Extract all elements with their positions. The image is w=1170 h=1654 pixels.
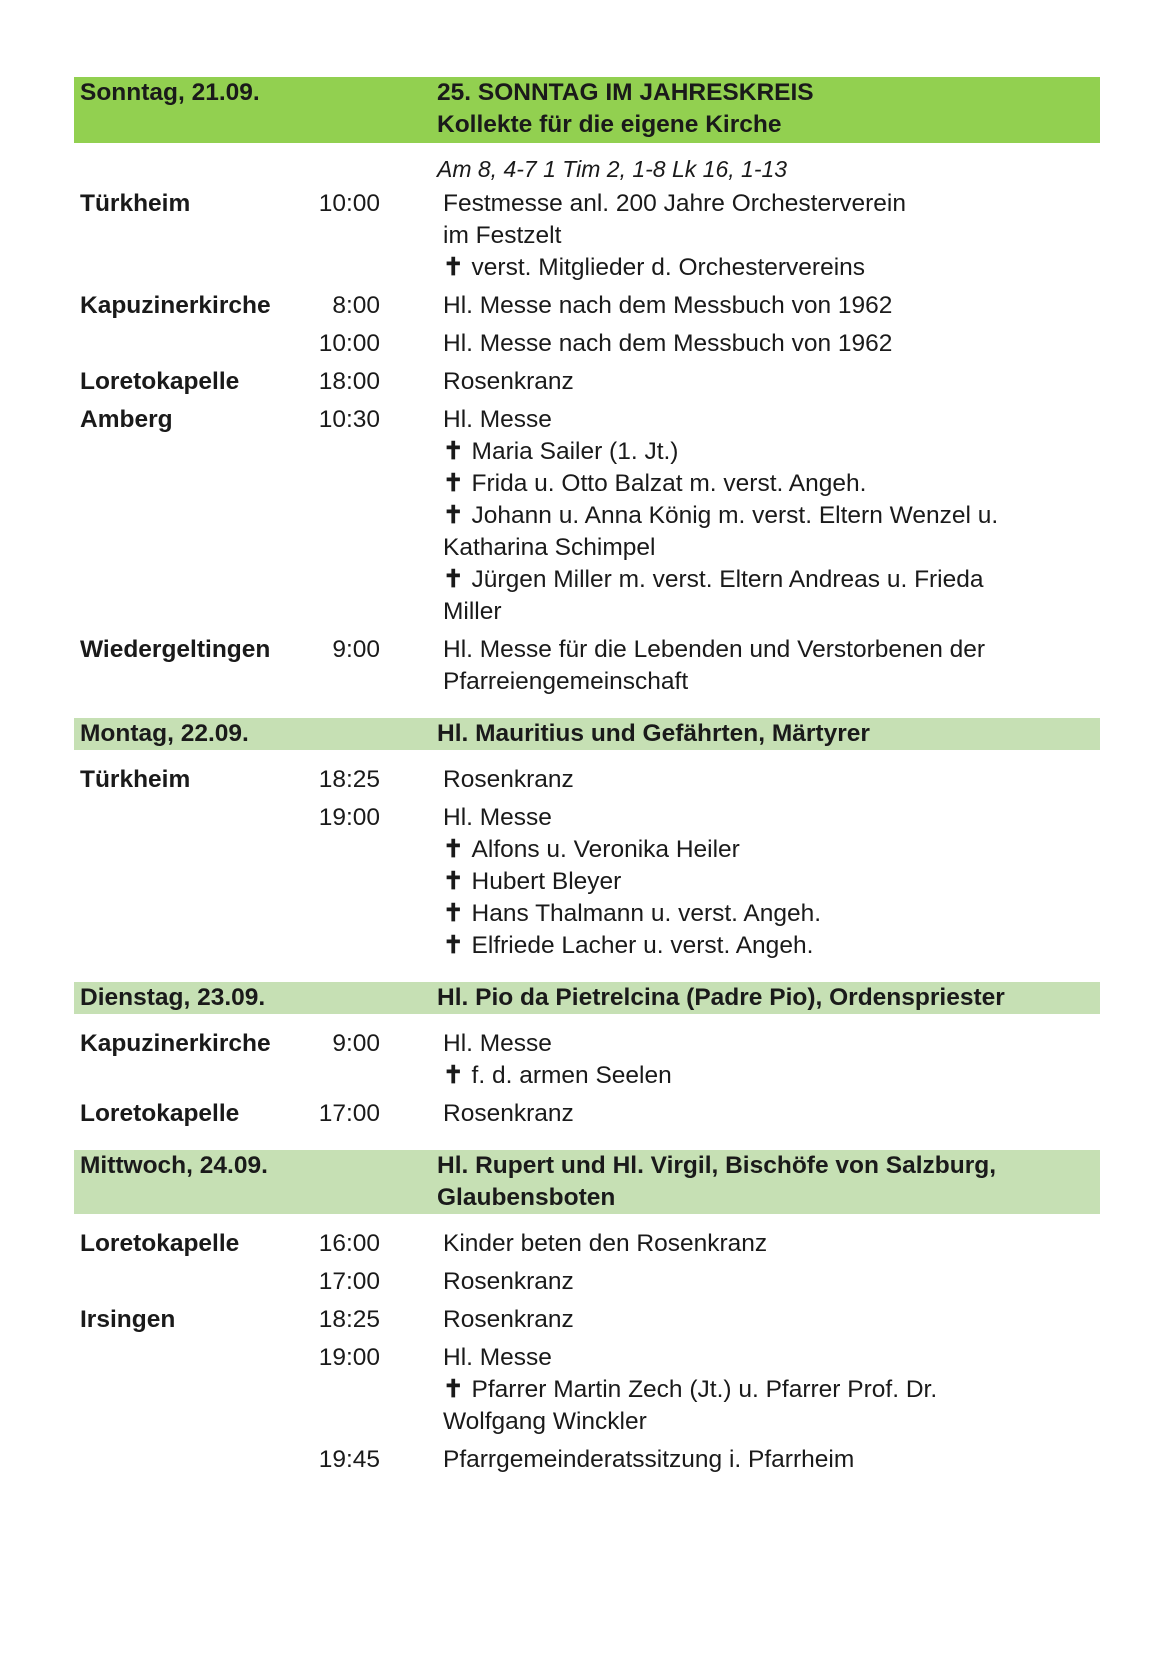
entry-place: [80, 1444, 302, 1476]
cross-icon: ✝: [443, 932, 464, 959]
entry-line-text: Hl. Messe nach dem Messbuch von 1962: [443, 330, 893, 357]
entry-place: Irsingen: [80, 1306, 176, 1333]
service-entry: [74, 1228, 1100, 1260]
entry-time: 19:45: [318, 1446, 380, 1473]
cross-icon: ✝: [443, 1376, 464, 1403]
entry-description: [443, 188, 1100, 284]
entry-line-text: Pfarreiengemeinschaft: [443, 668, 689, 695]
service-entry: [74, 404, 1100, 628]
day-section: [74, 982, 1100, 1130]
service-entry: [74, 634, 1100, 698]
entry-time: 17:00: [318, 1100, 380, 1127]
entry-place: Kapuzinerkirche: [80, 292, 271, 319]
entry-line: [443, 564, 1100, 596]
entry-description: [443, 764, 1100, 796]
day-header: [74, 1150, 1100, 1214]
entry-line-text: Hl. Messe: [443, 406, 552, 433]
entry-time: 10:00: [318, 190, 380, 217]
entry-line-text: Alfons u. Veronika Heiler: [471, 836, 740, 863]
entry-description: [443, 1028, 1100, 1092]
entry-line-text: Elfriede Lacher u. verst. Angeh.: [471, 932, 814, 959]
service-entry: [74, 1304, 1100, 1336]
entry-line: [443, 500, 1100, 532]
entry-line: [443, 468, 1100, 500]
service-entry: [74, 802, 1100, 962]
entry-line: [443, 1098, 1100, 1130]
entry-line: [443, 1028, 1100, 1060]
day-date: Sonntag, 21.09.: [80, 79, 260, 106]
entry-place: Loretokapelle: [80, 368, 240, 395]
entry-time: 19:00: [318, 1344, 380, 1371]
entry-line: [443, 252, 1100, 284]
entry-line-text: Rosenkranz: [443, 1306, 574, 1333]
entry-time: 10:00: [318, 330, 380, 357]
cross-icon: ✝: [443, 900, 464, 927]
entry-line: [443, 188, 1100, 220]
entry-description: [443, 802, 1100, 962]
entry-description: [443, 1098, 1100, 1130]
day-title-line: Glaubensboten: [437, 1184, 616, 1211]
entry-line-text: im Festzelt: [443, 222, 562, 249]
entry-description: [443, 1444, 1100, 1476]
entry-line: [443, 764, 1100, 796]
service-entry: [74, 1266, 1100, 1298]
entry-place: Türkheim: [80, 190, 191, 217]
cross-icon: ✝: [443, 836, 464, 863]
entry-description: [443, 1342, 1100, 1438]
service-entry: [74, 1098, 1100, 1130]
cross-icon: ✝: [443, 470, 464, 497]
entry-place: [80, 328, 302, 360]
entry-line: [443, 1342, 1100, 1374]
entry-line: [443, 666, 1100, 698]
entry-line-text: Rosenkranz: [443, 766, 574, 793]
entry-place: Amberg: [80, 406, 173, 433]
entry-line: [443, 866, 1100, 898]
entry-line: [443, 834, 1100, 866]
entry-line: [443, 1406, 1100, 1438]
entry-line-text: Johann u. Anna König m. verst. Eltern Wenzel u.: [471, 502, 999, 529]
entry-time: 18:25: [318, 1306, 380, 1333]
entry-place: Loretokapelle: [80, 1100, 240, 1127]
day-title-line: 25. SONNTAG IM JAHRESKREIS: [437, 79, 814, 106]
day-header: [74, 718, 1100, 750]
entry-line: [443, 1304, 1100, 1336]
entry-description: [443, 634, 1100, 698]
entry-line-text: Hl. Messe: [443, 1344, 552, 1371]
entry-place: Türkheim: [80, 766, 191, 793]
entry-line-text: Rosenkranz: [443, 368, 574, 395]
entry-time: 18:00: [318, 368, 380, 395]
entry-line-text: Pfarrer Martin Zech (Jt.) u. Pfarrer Prof. Dr.: [471, 1376, 938, 1403]
service-entry: [74, 1028, 1100, 1092]
entry-line: [443, 532, 1100, 564]
service-entry: [74, 1444, 1100, 1476]
day-title-line: Hl. Pio da Pietrelcina (Padre Pio), Ordenspriester: [437, 984, 1005, 1011]
entry-line-text: Miller: [443, 598, 502, 625]
entry-line: [443, 1444, 1100, 1476]
entry-line-text: Pfarrgemeinderatssitzung i. Pfarrheim: [443, 1446, 855, 1473]
entry-place: [80, 1266, 302, 1298]
entry-line-text: Hans Thalmann u. verst. Angeh.: [471, 900, 822, 927]
day-section: [74, 77, 1100, 698]
day-section: [74, 718, 1100, 962]
entry-time: 8:00: [332, 292, 380, 319]
entry-description: [443, 366, 1100, 398]
entry-line: [443, 404, 1100, 436]
entry-time: 10:30: [318, 406, 380, 433]
service-entry: [74, 366, 1100, 398]
day-section: [74, 1150, 1100, 1476]
day-title: [437, 718, 1094, 750]
day-title: [437, 77, 1094, 141]
day-header: [74, 982, 1100, 1014]
entry-line-text: Maria Sailer (1. Jt.): [471, 438, 679, 465]
cross-icon: ✝: [443, 868, 464, 895]
entry-line-text: Frida u. Otto Balzat m. verst. Angeh.: [471, 470, 867, 497]
day-header: [74, 77, 1100, 143]
liturgical-schedule: [74, 77, 1100, 1496]
cross-icon: ✝: [443, 502, 464, 529]
day-date: Montag, 22.09.: [80, 720, 249, 747]
day-title-line: Hl. Rupert und Hl. Virgil, Bischöfe von Salzburg,: [437, 1152, 997, 1179]
service-entry: [74, 1342, 1100, 1438]
entry-description: [443, 404, 1100, 628]
entry-description: [443, 1228, 1100, 1260]
day-title: [437, 1150, 1094, 1214]
entry-time: 9:00: [332, 1030, 380, 1057]
service-entry: [74, 328, 1100, 360]
entry-line-text: Kinder beten den Rosenkranz: [443, 1230, 768, 1257]
entry-place: [80, 1342, 302, 1438]
entry-time: 9:00: [332, 636, 380, 663]
entry-description: [443, 290, 1100, 322]
entry-time: 18:25: [318, 766, 380, 793]
day-date: Mittwoch, 24.09.: [80, 1152, 268, 1179]
entry-line: [443, 366, 1100, 398]
entry-line: [443, 220, 1100, 252]
entry-line-text: Festmesse anl. 200 Jahre Orchesterverein: [443, 190, 906, 217]
day-title-line: Kollekte für die eigene Kirche: [437, 111, 782, 138]
entry-place: [80, 802, 302, 962]
entry-line: [443, 1374, 1100, 1406]
entry-line: [443, 290, 1100, 322]
cross-icon: ✝: [443, 438, 464, 465]
service-entry: [74, 188, 1100, 284]
entry-place: Wiedergeltingen: [80, 636, 271, 663]
entry-line: [443, 1228, 1100, 1260]
entry-line: [443, 1266, 1100, 1298]
entry-description: [443, 1304, 1100, 1336]
day-date: Dienstag, 23.09.: [80, 984, 266, 1011]
entry-line-text: Katharina Schimpel: [443, 534, 656, 561]
cross-icon: ✝: [443, 566, 464, 593]
service-entry: [74, 290, 1100, 322]
entry-line-text: Jürgen Miller m. verst. Eltern Andreas u. Frieda: [471, 566, 984, 593]
entry-time: 16:00: [318, 1230, 380, 1257]
entry-line-text: f. d. armen Seelen: [471, 1062, 672, 1089]
entry-description: [443, 328, 1100, 360]
entry-line-text: Rosenkranz: [443, 1100, 574, 1127]
entry-description: [443, 1266, 1100, 1298]
entry-line: [443, 802, 1100, 834]
entry-place: Kapuzinerkirche: [80, 1030, 271, 1057]
entry-line: [443, 328, 1100, 360]
cross-icon: ✝: [443, 254, 464, 281]
entry-line: [443, 1060, 1100, 1092]
entry-line: [443, 596, 1100, 628]
entry-line: [443, 898, 1100, 930]
entry-place: Loretokapelle: [80, 1230, 240, 1257]
entry-line-text: Hubert Bleyer: [471, 868, 622, 895]
scripture-readings: Am 8, 4-7 1 Tim 2, 1-8 Lk 16, 1-13: [437, 156, 788, 182]
day-title: [437, 982, 1094, 1014]
entry-line-text: Hl. Messe: [443, 1030, 552, 1057]
service-entry: [74, 764, 1100, 796]
entry-line: [443, 436, 1100, 468]
entry-line-text: Wolfgang Winckler: [443, 1408, 647, 1435]
entry-line: [443, 930, 1100, 962]
entry-line-text: Rosenkranz: [443, 1268, 574, 1295]
cross-icon: ✝: [443, 1062, 464, 1089]
entry-line-text: Hl. Messe für die Lebenden und Verstorbenen der: [443, 636, 986, 663]
entry-line-text: Hl. Messe nach dem Messbuch von 1962: [443, 292, 893, 319]
entry-time: 17:00: [318, 1268, 380, 1295]
entry-time: 19:00: [318, 804, 380, 831]
entry-line-text: verst. Mitglieder d. Orchestervereins: [471, 254, 866, 281]
entry-line: [443, 634, 1100, 666]
entry-line-text: Hl. Messe: [443, 804, 552, 831]
day-title-line: Hl. Mauritius und Gefährten, Märtyrer: [437, 720, 870, 747]
